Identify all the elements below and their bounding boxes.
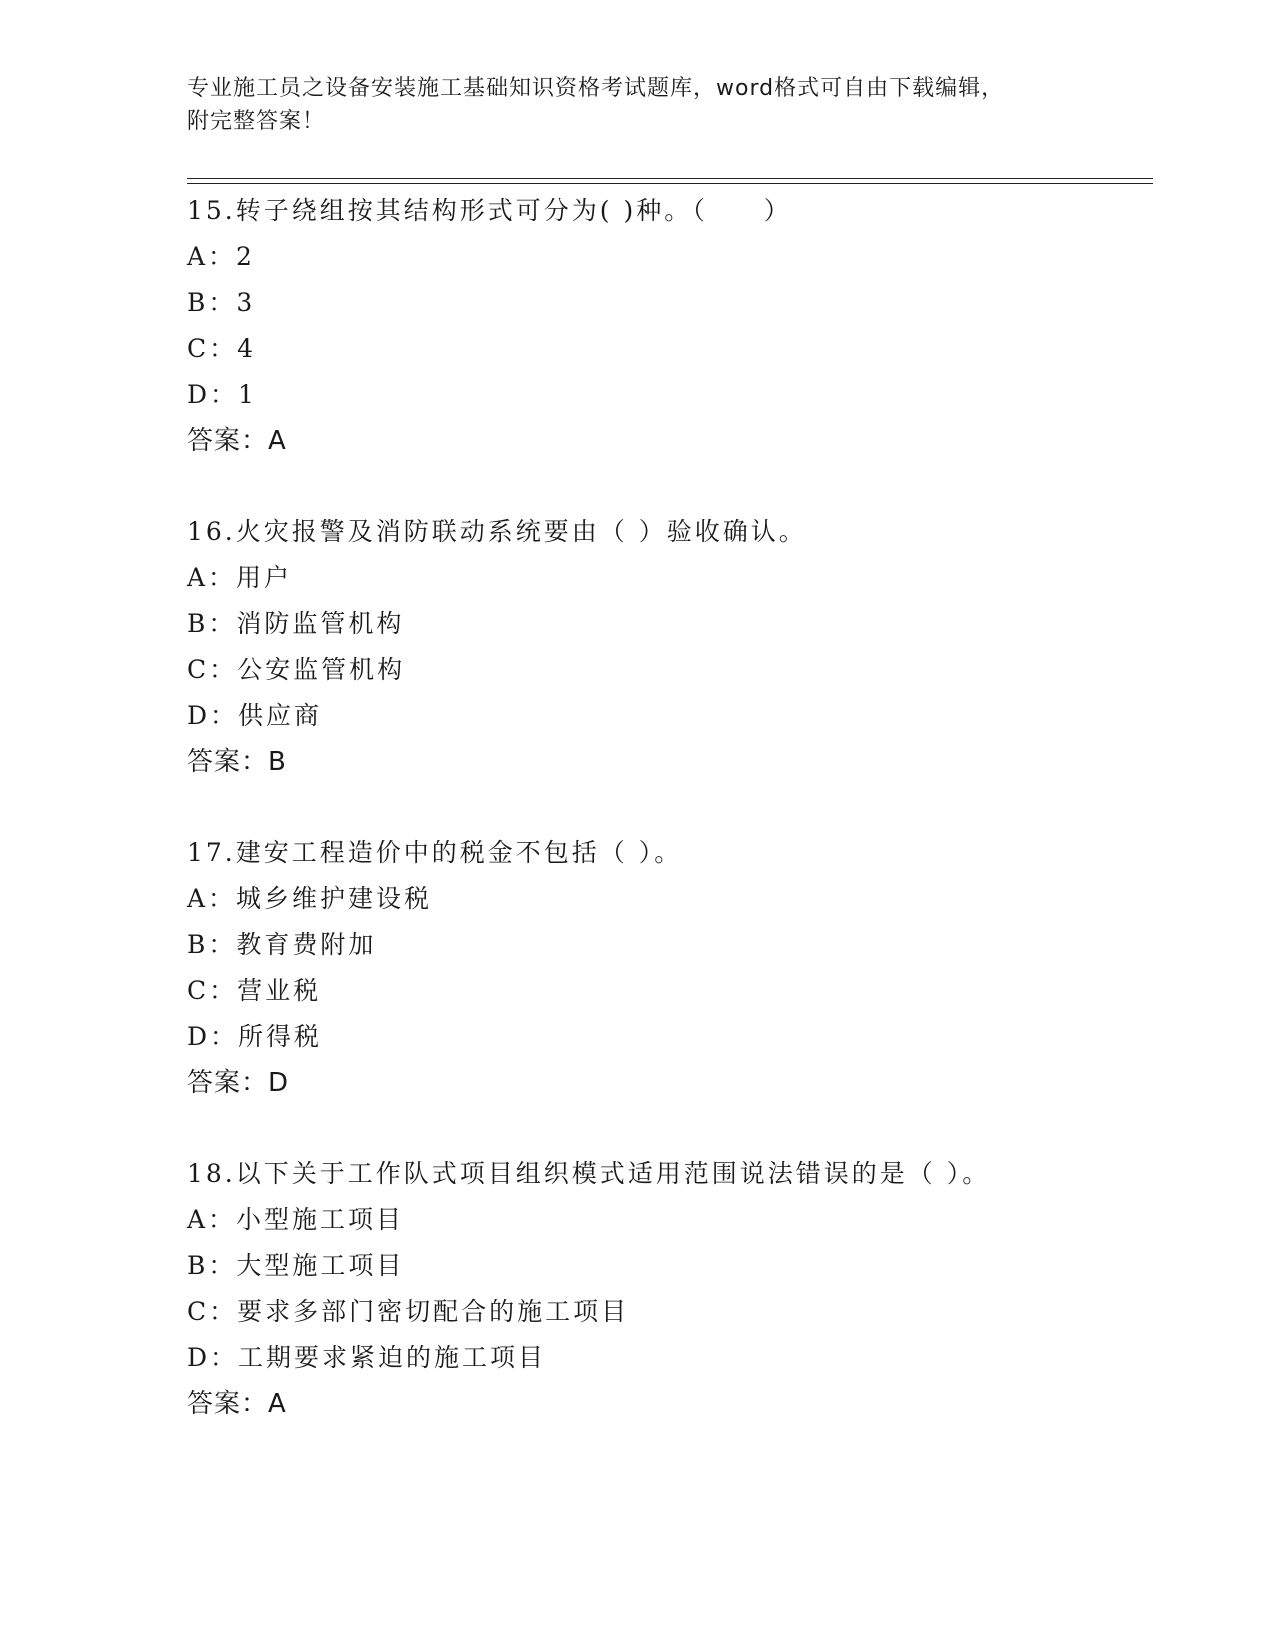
option-b: B：消防监管机构 bbox=[187, 609, 405, 638]
option-c: C：要求多部门密切配合的施工项目 bbox=[187, 1297, 630, 1326]
question-18 bbox=[187, 1151, 1187, 1427]
question-list bbox=[187, 188, 1187, 1472]
answer: 答案：B bbox=[187, 747, 287, 777]
option-a: A：2 bbox=[187, 242, 255, 271]
option-b: B：大型施工项目 bbox=[187, 1251, 405, 1280]
option-b: B：3 bbox=[187, 288, 256, 317]
header-divider-bottom bbox=[187, 183, 1153, 184]
question-17 bbox=[187, 830, 1187, 1106]
answer: 答案：A bbox=[187, 1389, 287, 1419]
question-stem: 17.建安工程造价中的税金不包括（ ）。 bbox=[187, 838, 683, 867]
option-d: D：1 bbox=[187, 380, 257, 409]
option-d: D：所得税 bbox=[187, 1022, 323, 1051]
question-16 bbox=[187, 509, 1187, 785]
header-line-2: 附完整答案！ bbox=[187, 109, 326, 134]
question-stem: 16.火灾报警及消防联动系统要由（ ）验收确认。 bbox=[187, 517, 807, 546]
header-line-1: 专业施工员之设备安装施工基础知识资格考试题库，word格式可自由下载编辑， bbox=[187, 76, 1005, 101]
question-stem: 18.以下关于工作队式项目组织模式适用范围说法错误的是（ ）。 bbox=[187, 1159, 991, 1188]
option-c: C：4 bbox=[187, 334, 257, 363]
option-a: A：城乡维护建设税 bbox=[187, 884, 433, 913]
option-c: C：营业税 bbox=[187, 976, 322, 1005]
question-15 bbox=[187, 188, 1187, 464]
question-stem: 15.转子绕组按其结构形式可分为( )种。（ ） bbox=[187, 196, 792, 225]
option-d: D：供应商 bbox=[187, 701, 323, 730]
document-header bbox=[187, 72, 1087, 138]
answer: 答案：A bbox=[187, 426, 287, 456]
option-d: D：工期要求紧迫的施工项目 bbox=[187, 1343, 547, 1372]
header-divider-top bbox=[187, 178, 1153, 179]
answer: 答案：D bbox=[187, 1068, 290, 1098]
option-a: A：小型施工项目 bbox=[187, 1205, 405, 1234]
option-a: A：用户 bbox=[187, 563, 293, 592]
option-b: B：教育费附加 bbox=[187, 930, 377, 959]
option-c: C：公安监管机构 bbox=[187, 655, 406, 684]
